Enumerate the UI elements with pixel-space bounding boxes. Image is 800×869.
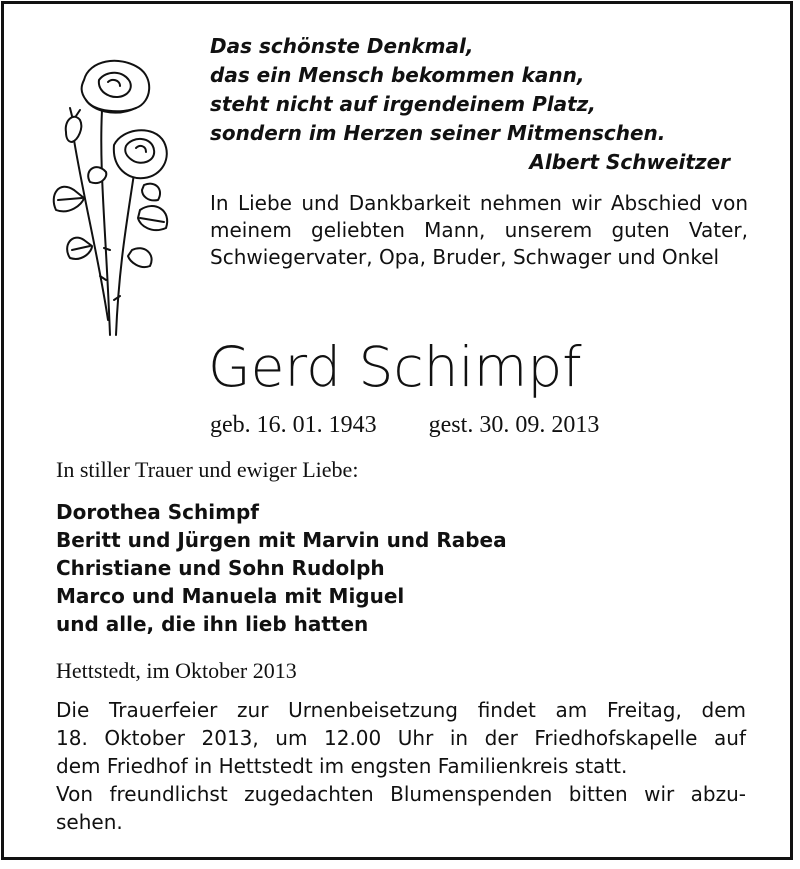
- service-line: sehen.: [56, 810, 123, 834]
- quote-author: Albert Schweitzer: [529, 150, 730, 174]
- deceased-name: Gerd Schimpf: [208, 335, 582, 399]
- quote-line: das ein Mensch bekommen kann,: [210, 63, 585, 87]
- quote-line: sondern im Herzen seiner Mitmenschen.: [210, 121, 666, 145]
- quote-line: steht nicht auf irgendeinem Platz,: [210, 92, 596, 116]
- mourner-name: Christiane und Sohn Rudolph: [56, 556, 385, 580]
- service-line: Die Trauerfeier zur Urnenbeisetzung findet am Freitag, dem: [56, 698, 746, 722]
- mourner-name: und alle, die ihn lieb hatten: [56, 612, 369, 636]
- farewell-text: In Liebe und Dankbarkeit nehmen wir Abschied von meinem geliebten Mann, unserem guten Vater, Schwiegervater, Opa, Bruder, Schwager und Onkel: [210, 191, 748, 269]
- life-dates: [210, 410, 670, 440]
- quote-block: [210, 32, 730, 177]
- death-date: gest. 30. 09. 2013: [428, 412, 600, 438]
- service-line: 18. Oktober 2013, um 12.00 Uhr in der Friedhofskapelle auf: [56, 726, 746, 750]
- mourners-list: [56, 498, 507, 638]
- mourner-name: Marco und Manuela mit Miguel: [56, 584, 405, 608]
- service-line: Von freundlichst zugedachten Blumenspenden bitten wir abzu-: [56, 782, 746, 806]
- place-date: Hettstedt, im Oktober 2013: [56, 658, 297, 683]
- quote-line: Das schönste Denkmal,: [210, 34, 474, 58]
- mourner-name: Dorothea Schimpf: [56, 500, 259, 524]
- service-line: dem Friedhof in Hettstedt im engsten Familienkreis statt.: [56, 754, 628, 778]
- rose-illustration: [44, 50, 178, 340]
- service-info: [56, 696, 746, 836]
- mourners-intro: In stiller Trauer und ewiger Liebe:: [56, 457, 359, 482]
- mourner-name: Beritt und Jürgen mit Marvin und Rabea: [56, 528, 507, 552]
- birth-date: geb. 16. 01. 1943: [210, 412, 377, 438]
